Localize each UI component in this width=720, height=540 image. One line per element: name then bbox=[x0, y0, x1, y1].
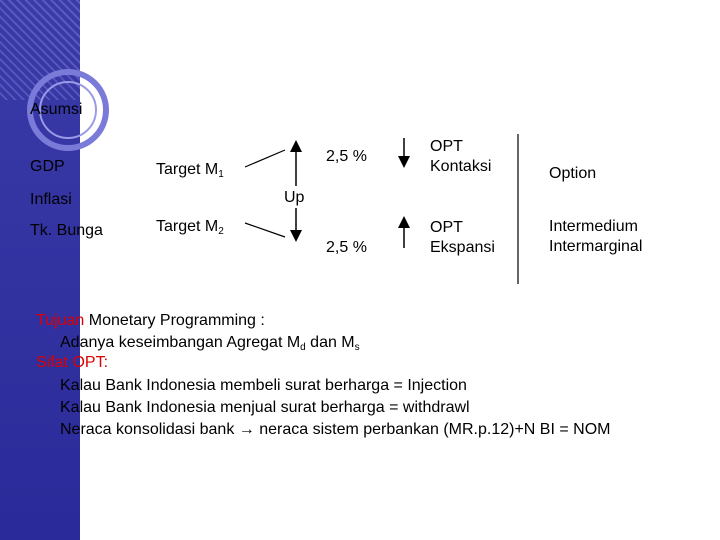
connector-m1 bbox=[245, 150, 285, 167]
rate-bottom: 2,5 % bbox=[326, 239, 367, 256]
arrow-down-kontaksi-icon bbox=[398, 138, 410, 168]
tujuan-heading bbox=[36, 311, 265, 330]
arrow-down-icon bbox=[290, 208, 302, 242]
up-label: Up bbox=[284, 189, 305, 206]
arrow-up-ekspansi-icon bbox=[398, 216, 410, 248]
sifat-line-2: Kalau Bank Indonesia menjual surat berharga = withdrawl bbox=[60, 399, 470, 416]
tujuan-label: Tujuan bbox=[36, 312, 85, 329]
var-tk-bunga: Tk. Bunga bbox=[30, 222, 103, 239]
opt-ekspansi-line2: Ekspansi bbox=[430, 239, 495, 256]
sifat-heading: Sifat OPT: bbox=[36, 354, 109, 371]
sifat-line-1: Kalau Bank Indonesia membeli surat berharga = Injection bbox=[60, 377, 467, 394]
target-m1: Target $M_1$ bbox=[156, 161, 224, 180]
opt-kontaksi-line2: Kontaksi bbox=[430, 158, 492, 175]
tujuan-line: Adanya keseimbangan Agregat $M_d$ dan $M_s$ bbox=[60, 334, 360, 353]
intermedium-line2: Intermarginal bbox=[549, 238, 643, 255]
tujuan-rest: Monetary Programming : bbox=[84, 312, 265, 329]
opt-kontaksi-line1: OPT bbox=[430, 138, 463, 155]
connector-m2 bbox=[245, 223, 285, 237]
opt-ekspansi-line1: OPT bbox=[430, 219, 463, 236]
option-label: Option bbox=[549, 165, 597, 182]
sifat-line-3: Neraca konsolidasi bank → neraca sistem perbankan (MR.p.12)+N BI = NOM bbox=[60, 421, 611, 438]
target-m2: Target $M_2$ bbox=[156, 218, 224, 237]
rate-top: 2,5 % bbox=[326, 148, 367, 165]
intermedium-line1: Intermedium bbox=[549, 218, 638, 235]
var-inflasi: Inflasi bbox=[30, 191, 72, 208]
var-gdp: GDP bbox=[30, 158, 65, 175]
arrow-up-icon bbox=[290, 140, 302, 186]
asumsi-label: Asumsi bbox=[30, 101, 83, 118]
